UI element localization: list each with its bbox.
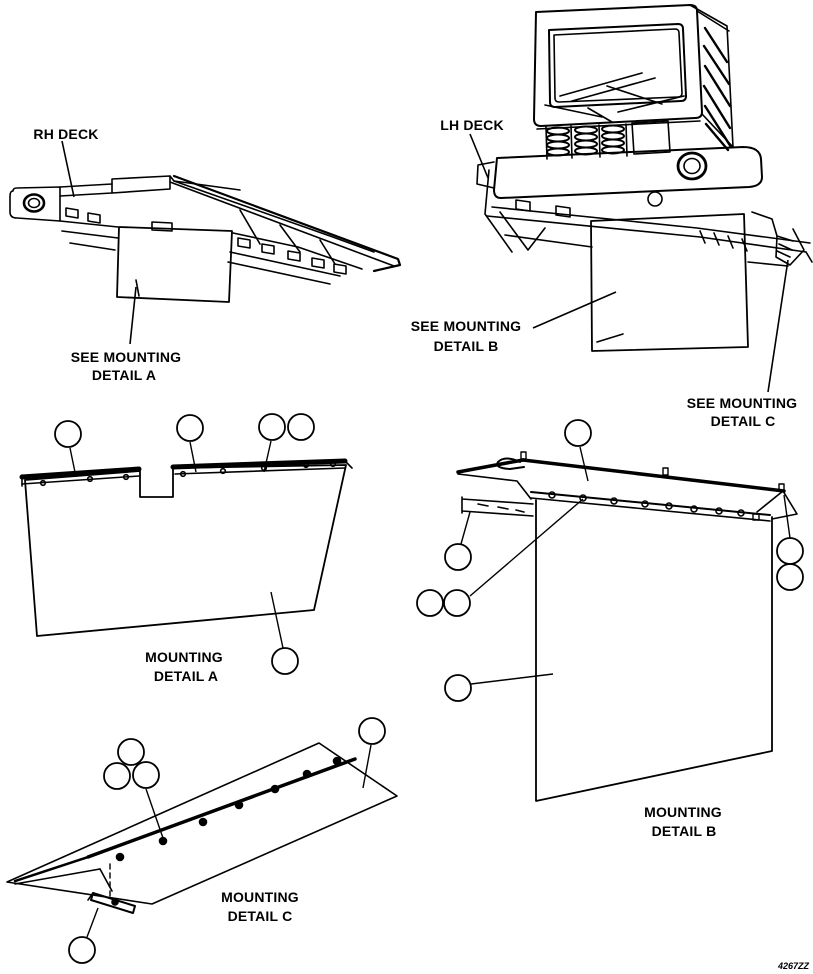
rh-deck-illustration <box>10 176 400 302</box>
callout-balloon[interactable] <box>565 420 591 446</box>
figure-code: 4267ZZ <box>777 961 809 971</box>
callout-balloon[interactable] <box>288 414 314 440</box>
rh-deck-label: RH DECK <box>33 126 99 142</box>
mounting-detail-b-title: DETAIL B <box>651 823 717 839</box>
mounting-detail-c-title: MOUNTING <box>221 889 299 905</box>
leader-line <box>363 745 371 788</box>
callout-balloon[interactable] <box>359 718 385 744</box>
leader-line <box>461 512 470 544</box>
callout-balloon[interactable] <box>104 763 130 789</box>
mounting-detail-c-illustration <box>7 743 397 913</box>
lh-deck-label: LH DECK <box>440 117 504 133</box>
see-mounting-detail-a-label: DETAIL A <box>91 367 157 383</box>
mounting-detail-a-title: MOUNTING <box>145 649 223 665</box>
callout-balloon[interactable] <box>445 675 471 701</box>
callout-balloon[interactable] <box>272 648 298 674</box>
callout-balloon[interactable] <box>118 739 144 765</box>
see-mounting-detail-b-label: SEE MOUNTING <box>410 318 522 334</box>
leader-line <box>130 287 136 344</box>
callout-balloon[interactable] <box>69 937 95 963</box>
callout-balloon[interactable] <box>417 590 443 616</box>
leader-line <box>271 592 283 648</box>
callout-balloon[interactable] <box>444 590 470 616</box>
leader-line <box>87 908 98 937</box>
lh-deck-illustration <box>477 5 812 351</box>
leader-line <box>264 441 271 472</box>
detail-b-leader-lines <box>461 447 790 684</box>
leader-line <box>470 134 488 178</box>
detail-b-callouts <box>417 420 803 701</box>
callout-balloon[interactable] <box>133 762 159 788</box>
see-mounting-detail-c-label: DETAIL C <box>710 413 776 429</box>
leader-line <box>580 447 588 481</box>
see-mounting-detail-b-label: DETAIL B <box>433 338 499 354</box>
callout-balloon[interactable] <box>777 564 803 590</box>
see-mounting-detail-c-label: SEE MOUNTING <box>686 395 798 411</box>
mounting-detail-a-illustration <box>22 461 352 636</box>
detail-a-callouts <box>55 414 314 674</box>
callout-balloon[interactable] <box>177 415 203 441</box>
callout-balloon[interactable] <box>259 414 285 440</box>
mounting-detail-c-title: DETAIL C <box>227 908 293 924</box>
leader-line <box>768 260 788 392</box>
leader-line <box>471 674 553 684</box>
see-mounting-detail-a-label: SEE MOUNTING <box>70 349 182 365</box>
mounting-detail-b-title: MOUNTING <box>644 804 722 820</box>
callout-balloon[interactable] <box>777 538 803 564</box>
callout-balloon[interactable] <box>55 421 81 447</box>
leader-line <box>533 292 616 328</box>
mounting-detail-b-illustration <box>458 452 797 801</box>
callout-balloon[interactable] <box>445 544 471 570</box>
mounting-detail-a-title: DETAIL A <box>153 668 219 684</box>
leader-line <box>62 141 74 197</box>
